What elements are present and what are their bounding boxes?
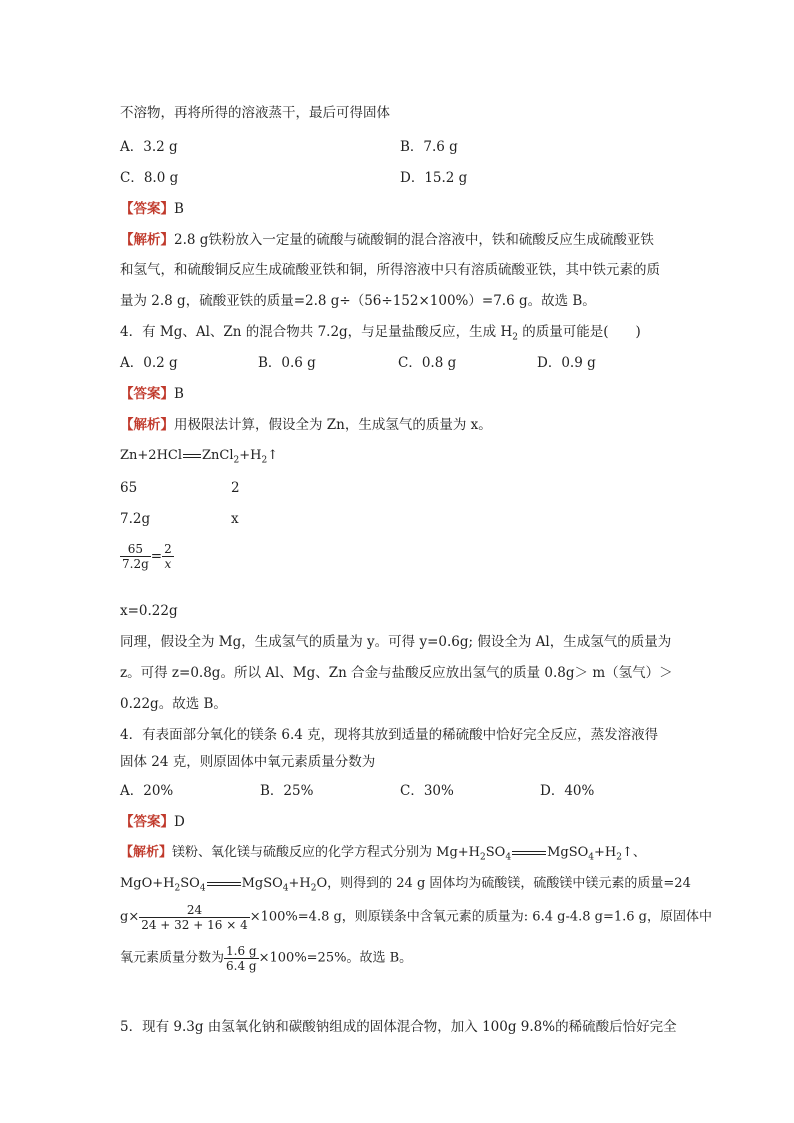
q3-option-d: D．15.2 g — [400, 170, 468, 186]
q3-option-b: B．7.6 g — [400, 139, 458, 155]
q4b-stem-1: 4．有表面部分氧化的镁条 6.4 克，现将其放到适量的稀硫酸中恰好完全反应，蒸发溶液得 — [120, 727, 659, 743]
fraction-2-over-x: $\frac{2}{x}$ — [164, 542, 172, 571]
q4a-option-d: D．0.9 g — [537, 355, 596, 371]
eq-given-mass: 7.2g — [120, 511, 151, 527]
q4a-explanation-3: z。可得 z=0.8g。所以 Al、Mg、Zn 合金与盐酸反应放出氢气的质量 0.8g＞ m（氢气）＞ — [120, 665, 673, 681]
answer-label: 【答案】 — [120, 201, 174, 217]
q3-answer — [120, 199, 184, 219]
equals-sign-double — [512, 851, 546, 855]
q4a-option-a: A．0.2 g — [120, 355, 178, 371]
eq-mass-h2: 2 — [231, 480, 240, 496]
fraction-65-over-7.2g: $\frac{65}{7.2g}$ — [122, 542, 149, 571]
q4a-explanation-1: 【解析】用极限法计算，假设全为 Zn，生成氢气的质量为 x。 — [120, 417, 492, 433]
x-result: x=0.22g — [120, 603, 178, 619]
fraction-mg-mass-ratio: $\frac{24}{24 + 32 + 16 \times 4}$ — [141, 903, 248, 932]
q5-stem: 5．现有 9.3g 由氢氧化钠和碳酸钠组成的固体混合物，加入 100g 9.8%的稀硫酸后恰好完全 — [120, 1019, 677, 1035]
q4a-option-c: C．0.8 g — [398, 355, 457, 371]
explanation-label: 【解析】 — [120, 232, 174, 248]
q4a-stem: 4．有 Mg、Al、Zn 的混合物共 7.2g，与足量盐酸反应，生成 $H_2$ 的质量可能是( ) — [120, 324, 641, 343]
q3-explanation-2: 和氢气，和硫酸铜反应生成硫酸亚铁和铜，所得溶液中只有溶质硫酸亚铁，其中铁元素的质 — [120, 262, 660, 278]
q3-explanation-1: 【解析】2.8 g铁粉放入一定量的硫酸与硫酸铜的混合溶液中，铁和硫酸反应生成硫酸亚铁 — [120, 232, 654, 248]
q4b-explanation-4: 氧元素质量分数为 $\frac{1.6 g}{6.4 g}$ ×100%=25%。故选 B。 — [120, 944, 413, 973]
equals-sign-double — [207, 882, 241, 886]
q4b-option-c: C．30% — [400, 783, 454, 799]
q3-stem-continued: 不溶物，再将所得的溶液蒸干，最后可得固体 — [120, 105, 390, 121]
q4a-explanation-2: 同理，假设全为 Mg，生成氢气的质量为 y。可得 y=0.6g; 假设全为 Al，生成氢气的质量为 — [120, 634, 672, 650]
fraction-oxygen-ratio: $\frac{1.6 g}{6.4 g}$ — [226, 944, 257, 973]
q4b-explanation-3: g× $\frac{24}{24 + 32 + 16 \times 4}$ ×100%=4.8 g，则原镁条中含氧元素的质量为: 6.4 g-4.8 g=1.6 g，原固体中 — [120, 903, 712, 932]
q3-option-a: A．3.2 g — [120, 139, 178, 155]
eq-mass-zn: 65 — [120, 480, 138, 496]
eq-unknown-x: x — [231, 511, 239, 527]
q4a-explanation-4: 0.22g。故选 B。 — [120, 696, 227, 712]
q4b-answer: 【答案】D — [120, 814, 185, 830]
q3-explanation-3: 量为 2.8 g，硫酸亚铁的质量=2.8 g÷（56÷152×100%）=7.6 g。故选 B。 — [120, 293, 596, 309]
chemical-equation: Zn+2HCl $ZnCl_2+H_2↑$ — [120, 448, 279, 466]
q4b-option-a: A．20% — [120, 783, 174, 799]
q4b-stem-2: 固体 24 克，则原固体中氧元素质量分数为 — [120, 754, 376, 770]
q4b-explanation-1: 【解析】镁粉、氧化镁与硫酸反应的化学方程式分别为 $Mg+H_2SO_4$ $MgSO_4+H_2↑$、 — [120, 845, 646, 863]
q4a-option-b: B．0.6 g — [258, 355, 316, 371]
answer-value: B — [174, 201, 184, 217]
q4b-option-b: B．25% — [260, 783, 314, 799]
q4a-answer: 【答案】B — [120, 386, 184, 402]
q4b-option-d: D．40% — [540, 783, 595, 799]
proportion-equation: $\frac{65}{7.2g}$ = $\frac{2}{x}$ — [122, 542, 172, 571]
q4b-explanation-2: $MgO+H_2SO_4$ $MgSO_4+H_2O$，则得到的 24 g 固体均为硫酸镁，硫酸镁中镁元素的质量=24 — [120, 876, 691, 894]
q3-option-c: C．8.0 g — [120, 170, 179, 186]
equals-sign-double — [183, 454, 201, 458]
